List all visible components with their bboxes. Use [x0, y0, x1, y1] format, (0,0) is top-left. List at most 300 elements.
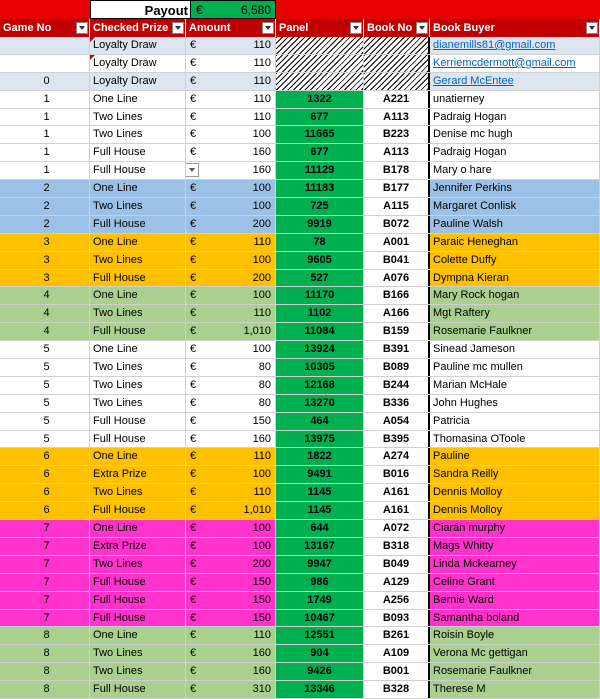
panel-cell[interactable]: 13270: [276, 395, 364, 412]
book-no-cell[interactable]: B016: [364, 466, 430, 483]
amount-value: 150: [252, 611, 271, 624]
table-row: [0, 91, 600, 109]
amount-cell[interactable]: [186, 610, 276, 627]
book-buyer-cell[interactable]: Jennifer Perkins: [430, 180, 600, 197]
panel-cell[interactable]: 12168: [276, 377, 364, 394]
checked-prize-cell[interactable]: Two Lines: [90, 395, 186, 412]
amount-cell[interactable]: [186, 359, 276, 376]
filter-dropdown-icon[interactable]: [416, 22, 428, 34]
book-no-cell[interactable]: A161: [364, 484, 430, 501]
book-no-cell[interactable]: A115: [364, 198, 430, 215]
table-row: [0, 592, 600, 610]
amount-value: 80: [258, 378, 271, 391]
currency-symbol: €: [190, 468, 197, 481]
amount-cell[interactable]: [186, 520, 276, 537]
book-no-cell[interactable]: B223: [364, 126, 430, 143]
book-no-cell[interactable]: B177: [364, 180, 430, 197]
checked-prize-cell[interactable]: Full House: [90, 681, 186, 698]
amount-value: 110: [253, 92, 271, 105]
book-no-cell[interactable]: A166: [364, 305, 430, 322]
table-row: [0, 538, 600, 556]
currency-symbol: €: [190, 74, 197, 87]
book-no-cell[interactable]: B001: [364, 663, 430, 680]
book-buyer-cell[interactable]: Celine Grant: [430, 574, 600, 591]
game-no-cell[interactable]: 5: [0, 359, 90, 376]
cell-dropdown-icon[interactable]: [186, 163, 199, 177]
currency-symbol: €: [190, 647, 197, 660]
book-buyer-cell[interactable]: Rosemarie Faulkner: [430, 663, 600, 680]
amount-cell[interactable]: [186, 574, 276, 591]
book-buyer-cell[interactable]: Denise mc hugh: [430, 126, 600, 143]
panel-cell[interactable]: 904: [276, 645, 364, 662]
currency-symbol: €: [190, 557, 197, 570]
amount-cell[interactable]: [186, 592, 276, 609]
panel-cell[interactable]: 986: [276, 574, 364, 591]
panel-cell[interactable]: [276, 73, 364, 90]
book-buyer-cell[interactable]: Roisin Boyle: [430, 627, 600, 644]
checked-prize-cell[interactable]: Two Lines: [90, 484, 186, 501]
amount-cell[interactable]: [186, 126, 276, 143]
amount-cell[interactable]: [186, 216, 276, 233]
amount-value: 160: [252, 146, 271, 159]
book-no-cell[interactable]: B395: [364, 431, 430, 448]
checked-prize-cell[interactable]: Two Lines: [90, 252, 186, 269]
amount-cell[interactable]: [186, 663, 276, 680]
panel-cell[interactable]: 11084: [276, 323, 364, 340]
book-buyer-cell[interactable]: Mags Whitty: [430, 538, 600, 555]
game-no-cell[interactable]: 6: [0, 448, 90, 465]
table-row: [0, 216, 600, 234]
book-no-cell[interactable]: A109: [364, 645, 430, 662]
checked-prize-cell[interactable]: Full House: [90, 162, 186, 179]
panel-cell[interactable]: 13924: [276, 341, 364, 358]
panel-cell[interactable]: 677: [276, 144, 364, 161]
table-row: [0, 252, 600, 270]
book-no-cell[interactable]: A113: [364, 144, 430, 161]
checked-prize-cell[interactable]: One Line: [90, 627, 186, 644]
currency-symbol: €: [190, 611, 197, 624]
game-no-cell[interactable]: 1: [0, 126, 90, 143]
panel-cell[interactable]: 12551: [276, 627, 364, 644]
book-no-cell[interactable]: B159: [364, 323, 430, 340]
game-no-cell[interactable]: 8: [0, 627, 90, 644]
amount-cell[interactable]: [186, 180, 276, 197]
book-no-cell[interactable]: B244: [364, 377, 430, 394]
amount-value: 110: [253, 235, 271, 248]
checked-prize-cell[interactable]: Loyalty Draw: [90, 55, 186, 72]
game-no-cell[interactable]: 4: [0, 287, 90, 304]
panel-cell[interactable]: 464: [276, 413, 364, 430]
panel-cell[interactable]: 9919: [276, 216, 364, 233]
book-no-cell[interactable]: B049: [364, 556, 430, 573]
amount-cell[interactable]: [186, 413, 276, 430]
book-buyer-cell[interactable]: Dympna Kieran: [430, 270, 600, 287]
book-no-cell[interactable]: B072: [364, 216, 430, 233]
game-no-cell[interactable]: 2: [0, 216, 90, 233]
book-no-cell[interactable]: B089: [364, 359, 430, 376]
book-buyer-cell[interactable]: Pauline mc mullen: [430, 359, 600, 376]
game-no-cell[interactable]: 7: [0, 520, 90, 537]
book-no-cell[interactable]: B166: [364, 287, 430, 304]
book-buyer-cell[interactable]: Paraic Heneghan: [430, 234, 600, 251]
game-no-cell[interactable]: 1: [0, 109, 90, 126]
currency-symbol: €: [190, 683, 197, 696]
book-buyer-cell[interactable]: Samantha boland: [430, 610, 600, 627]
panel-cell[interactable]: 10467: [276, 610, 364, 627]
book-no-cell[interactable]: B336: [364, 395, 430, 412]
book-buyer-cell[interactable]: Mary Rock hogan: [430, 287, 600, 304]
book-no-cell[interactable]: [364, 55, 430, 72]
amount-cell[interactable]: [186, 252, 276, 269]
checked-prize-cell[interactable]: Full House: [90, 610, 186, 627]
amount-value: 80: [258, 396, 271, 409]
amount-cell[interactable]: [186, 645, 276, 662]
panel-cell[interactable]: [276, 55, 364, 72]
book-no-cell[interactable]: A001: [364, 234, 430, 251]
header-checked-prize[interactable]: [90, 19, 186, 37]
amount-value: 110: [253, 39, 271, 51]
amount-cell[interactable]: [186, 144, 276, 161]
book-buyer-cell[interactable]: Verona Mc gettigan: [430, 645, 600, 662]
game-no-cell[interactable]: 8: [0, 645, 90, 662]
game-no-cell[interactable]: [0, 37, 90, 54]
amount-cell[interactable]: [186, 341, 276, 358]
panel-cell[interactable]: 1145: [276, 484, 364, 501]
checked-prize-cell[interactable]: Full House: [90, 592, 186, 609]
amount-value: 310: [252, 683, 271, 696]
panel-cell[interactable]: 9491: [276, 466, 364, 483]
book-no-cell[interactable]: A274: [364, 448, 430, 465]
table-row: [0, 556, 600, 574]
amount-cell[interactable]: [186, 377, 276, 394]
game-no-cell[interactable]: 7: [0, 556, 90, 573]
book-buyer-cell[interactable]: Patricia: [430, 413, 600, 430]
panel-cell[interactable]: 9426: [276, 663, 364, 680]
amount-cell[interactable]: [186, 37, 276, 54]
panel-cell[interactable]: 644: [276, 520, 364, 537]
checked-prize-cell[interactable]: Extra Prize: [90, 538, 186, 555]
checked-prize-cell[interactable]: One Line: [90, 180, 186, 197]
table-row: [0, 610, 600, 628]
game-no-cell[interactable]: 1: [0, 91, 90, 108]
header-book-buyer[interactable]: [430, 19, 600, 37]
amount-cell[interactable]: [186, 109, 276, 126]
checked-prize-cell[interactable]: Full House: [90, 323, 186, 340]
panel-cell[interactable]: 13346: [276, 681, 364, 698]
currency-symbol: €: [190, 146, 197, 159]
game-no-cell[interactable]: 7: [0, 610, 90, 627]
amount-cell[interactable]: [186, 556, 276, 573]
table-row: [0, 109, 600, 127]
amount-cell[interactable]: [186, 234, 276, 251]
currency-symbol: €: [190, 271, 197, 284]
checked-prize-cell[interactable]: Two Lines: [90, 556, 186, 573]
checked-prize-cell[interactable]: Loyalty Draw: [90, 37, 186, 54]
game-no-cell[interactable]: 5: [0, 341, 90, 358]
checked-prize-cell[interactable]: Full House: [90, 431, 186, 448]
amount-cell[interactable]: [186, 627, 276, 644]
checked-prize-cell[interactable]: One Line: [90, 341, 186, 358]
table-row: [0, 431, 600, 449]
panel-cell[interactable]: 9947: [276, 556, 364, 573]
book-no-cell[interactable]: B041: [364, 252, 430, 269]
book-buyer-cell[interactable]: Dennis Molloy: [430, 502, 600, 519]
amount-cell[interactable]: [186, 502, 276, 519]
book-no-cell[interactable]: A054: [364, 413, 430, 430]
checked-prize-cell[interactable]: Full House: [90, 574, 186, 591]
game-no-cell[interactable]: 5: [0, 395, 90, 412]
amount-value: 100: [252, 289, 271, 302]
book-buyer-cell[interactable]: John Hughes: [430, 395, 600, 412]
game-no-cell[interactable]: 5: [0, 377, 90, 394]
game-no-cell[interactable]: 3: [0, 234, 90, 251]
panel-cell[interactable]: 13975: [276, 431, 364, 448]
checked-prize-cell[interactable]: Two Lines: [90, 645, 186, 662]
currency-symbol: €: [190, 575, 197, 588]
payout-value: 6,580: [240, 3, 271, 17]
amount-value: 1,010: [243, 504, 271, 517]
amount-cell[interactable]: [186, 395, 276, 412]
book-buyer-cell[interactable]: Bernie Ward: [430, 592, 600, 609]
game-no-cell[interactable]: 4: [0, 305, 90, 322]
checked-prize-cell[interactable]: Two Lines: [90, 663, 186, 680]
game-no-cell[interactable]: 8: [0, 681, 90, 698]
amount-cell[interactable]: [186, 323, 276, 340]
game-no-cell[interactable]: 6: [0, 502, 90, 519]
table-row: [0, 395, 600, 413]
book-no-cell[interactable]: A113: [364, 109, 430, 126]
game-no-cell[interactable]: 2: [0, 180, 90, 197]
checked-prize-cell[interactable]: Extra Prize: [90, 466, 186, 483]
checked-prize-cell[interactable]: One Line: [90, 234, 186, 251]
checked-prize-cell[interactable]: Full House: [90, 216, 186, 233]
book-buyer-cell[interactable]: Pauline: [430, 448, 600, 465]
checked-prize-cell[interactable]: Full House: [90, 144, 186, 161]
currency-symbol: €: [190, 217, 197, 230]
panel-cell[interactable]: 11183: [276, 180, 364, 197]
filter-dropdown-icon[interactable]: [172, 22, 184, 34]
book-buyer-cell[interactable]: Therese M: [430, 681, 600, 698]
checked-prize-cell[interactable]: Full House: [90, 270, 186, 287]
book-buyer-cell[interactable]: Sinead Jameson: [430, 341, 600, 358]
book-no-cell[interactable]: A161: [364, 502, 430, 519]
game-no-cell[interactable]: 1: [0, 144, 90, 161]
amount-value: 100: [252, 343, 271, 356]
header-row: [0, 19, 600, 37]
amount-cell[interactable]: [186, 73, 276, 90]
table-row: [0, 520, 600, 538]
panel-cell[interactable]: 78: [276, 234, 364, 251]
panel-cell[interactable]: 11170: [276, 287, 364, 304]
book-no-cell[interactable]: B391: [364, 341, 430, 358]
amount-cell[interactable]: [186, 162, 276, 179]
book-no-cell[interactable]: B093: [364, 610, 430, 627]
game-no-cell[interactable]: 7: [0, 592, 90, 609]
game-no-cell[interactable]: 7: [0, 538, 90, 555]
amount-cell[interactable]: [186, 91, 276, 108]
game-no-cell[interactable]: 4: [0, 323, 90, 340]
book-buyer-cell[interactable]: Gerard McEntee: [430, 73, 600, 90]
checked-prize-cell[interactable]: Two Lines: [90, 109, 186, 126]
panel-cell[interactable]: 11665: [276, 126, 364, 143]
book-no-cell[interactable]: A221: [364, 91, 430, 108]
book-buyer-cell[interactable]: Dennis Molloy: [430, 484, 600, 501]
book-no-cell[interactable]: B261: [364, 627, 430, 644]
panel-cell[interactable]: 1102: [276, 305, 364, 322]
amount-cell[interactable]: [186, 431, 276, 448]
table-row: [0, 681, 600, 699]
amount-value: 100: [252, 522, 271, 535]
currency-symbol: €: [190, 56, 197, 69]
currency-symbol: €: [190, 593, 197, 606]
book-no-cell[interactable]: [364, 37, 430, 54]
book-buyer-cell[interactable]: dianemills81@gmail.com: [430, 37, 600, 54]
payout-value-cell[interactable]: [190, 0, 276, 19]
book-buyer-cell[interactable]: Mgt Raftery: [430, 305, 600, 322]
amount-value: 110: [253, 56, 271, 69]
game-no-cell[interactable]: 1: [0, 162, 90, 179]
book-buyer-cell[interactable]: Padraig Hogan: [430, 144, 600, 161]
amount-value: 100: [252, 253, 271, 266]
amount-cell[interactable]: [186, 198, 276, 215]
table-row: [0, 323, 600, 341]
table-row: [0, 144, 600, 162]
book-buyer-cell[interactable]: Sandra Reilly: [430, 466, 600, 483]
panel-cell[interactable]: 9605: [276, 252, 364, 269]
currency-symbol: €: [190, 450, 197, 463]
book-no-cell[interactable]: A072: [364, 520, 430, 537]
filter-dropdown-icon[interactable]: [586, 22, 598, 34]
payout-row: [0, 0, 600, 19]
currency-symbol: €: [190, 289, 197, 302]
panel-cell[interactable]: 1145: [276, 502, 364, 519]
panel-cell[interactable]: 1822: [276, 448, 364, 465]
currency-symbol: €: [190, 361, 197, 374]
filter-dropdown-icon[interactable]: [76, 22, 88, 34]
amount-cell[interactable]: [186, 538, 276, 555]
panel-cell[interactable]: 527: [276, 270, 364, 287]
game-no-cell[interactable]: 6: [0, 466, 90, 483]
checked-prize-cell[interactable]: One Line: [90, 520, 186, 537]
game-no-cell[interactable]: 0: [0, 73, 90, 90]
checked-prize-cell[interactable]: Two Lines: [90, 305, 186, 322]
table-row: [0, 413, 600, 431]
header-amount-label: Amount: [189, 22, 231, 34]
header-checked-prize-label: Checked Prize: [93, 22, 169, 34]
table-row: [0, 502, 600, 520]
book-buyer-cell[interactable]: Ciarán murphy: [430, 520, 600, 537]
checked-prize-cell[interactable]: Full House: [90, 502, 186, 519]
book-buyer-cell[interactable]: Kerriemcdermott@gmail.com: [430, 55, 600, 72]
panel-cell[interactable]: 11129: [276, 162, 364, 179]
header-amount[interactable]: [186, 19, 276, 37]
panel-cell[interactable]: 13167: [276, 538, 364, 555]
amount-cell[interactable]: [186, 681, 276, 698]
amount-cell[interactable]: [186, 287, 276, 304]
book-no-cell[interactable]: A256: [364, 592, 430, 609]
book-buyer-cell[interactable]: Pauline Walsh: [430, 216, 600, 233]
game-no-cell[interactable]: 7: [0, 574, 90, 591]
checked-prize-cell[interactable]: Loyalty Draw: [90, 73, 186, 90]
amount-value: 160: [252, 647, 271, 660]
book-buyer-cell[interactable]: Margaret Conlisk: [430, 198, 600, 215]
panel-cell[interactable]: [276, 37, 364, 54]
book-buyer-cell[interactable]: Linda Mckearney: [430, 556, 600, 573]
book-buyer-cell[interactable]: Mary o hare: [430, 162, 600, 179]
book-buyer-cell[interactable]: Thomasina OToole: [430, 431, 600, 448]
checked-prize-cell[interactable]: Full House: [90, 413, 186, 430]
amount-value: 110: [253, 450, 271, 463]
game-no-cell[interactable]: 8: [0, 663, 90, 680]
amount-cell[interactable]: [186, 270, 276, 287]
book-no-cell[interactable]: B178: [364, 162, 430, 179]
game-no-cell[interactable]: 2: [0, 198, 90, 215]
panel-cell[interactable]: 725: [276, 198, 364, 215]
amount-cell[interactable]: [186, 448, 276, 465]
panel-cell[interactable]: 677: [276, 109, 364, 126]
panel-cell[interactable]: 1322: [276, 91, 364, 108]
amount-cell[interactable]: [186, 55, 276, 72]
game-no-cell[interactable]: 5: [0, 413, 90, 430]
book-no-cell[interactable]: A129: [364, 574, 430, 591]
book-no-cell[interactable]: A076: [364, 270, 430, 287]
header-game-no-label: Game No: [3, 22, 52, 34]
filter-dropdown-icon[interactable]: [262, 22, 274, 34]
book-buyer-cell[interactable]: unatierney: [430, 91, 600, 108]
game-no-cell[interactable]: 6: [0, 484, 90, 501]
game-no-cell[interactable]: [0, 55, 90, 72]
checked-prize-cell[interactable]: Two Lines: [90, 377, 186, 394]
game-no-cell[interactable]: 5: [0, 431, 90, 448]
amount-value: 160: [252, 432, 271, 445]
book-buyer-cell[interactable]: Marian McHale: [430, 377, 600, 394]
header-game-no[interactable]: [0, 19, 90, 37]
currency-symbol: €: [190, 200, 197, 213]
payout-currency: €: [196, 3, 203, 17]
book-buyer-cell[interactable]: Colette Duffy: [430, 252, 600, 269]
currency-symbol: €: [190, 504, 197, 517]
checked-prize-cell[interactable]: Two Lines: [90, 126, 186, 143]
game-no-cell[interactable]: 3: [0, 270, 90, 287]
checked-prize-cell[interactable]: One Line: [90, 287, 186, 304]
amount-value: 160: [252, 164, 271, 177]
checked-prize-cell[interactable]: Two Lines: [90, 198, 186, 215]
book-buyer-cell[interactable]: Padraig Hogan: [430, 109, 600, 126]
checked-prize-cell[interactable]: Two Lines: [90, 359, 186, 376]
checked-prize-cell[interactable]: One Line: [90, 448, 186, 465]
currency-symbol: €: [190, 539, 197, 552]
amount-value: 200: [252, 557, 271, 570]
game-no-cell[interactable]: 3: [0, 252, 90, 269]
header-book-no[interactable]: [364, 19, 430, 37]
amount-cell[interactable]: [186, 484, 276, 501]
book-buyer-cell[interactable]: Rosemarie Faulkner: [430, 323, 600, 340]
book-no-cell[interactable]: [364, 73, 430, 90]
panel-cell[interactable]: 10305: [276, 359, 364, 376]
amount-value: 100: [252, 182, 271, 195]
amount-cell[interactable]: [186, 466, 276, 483]
currency-symbol: €: [190, 92, 197, 105]
header-panel[interactable]: [276, 19, 364, 37]
amount-value: 160: [252, 665, 271, 678]
amount-cell[interactable]: [186, 305, 276, 322]
book-no-cell[interactable]: B328: [364, 681, 430, 698]
filter-dropdown-icon[interactable]: [350, 22, 362, 34]
panel-cell[interactable]: 1749: [276, 592, 364, 609]
payout-label[interactable]: Payout: [90, 0, 190, 19]
book-no-cell[interactable]: B318: [364, 538, 430, 555]
checked-prize-cell[interactable]: One Line: [90, 91, 186, 108]
